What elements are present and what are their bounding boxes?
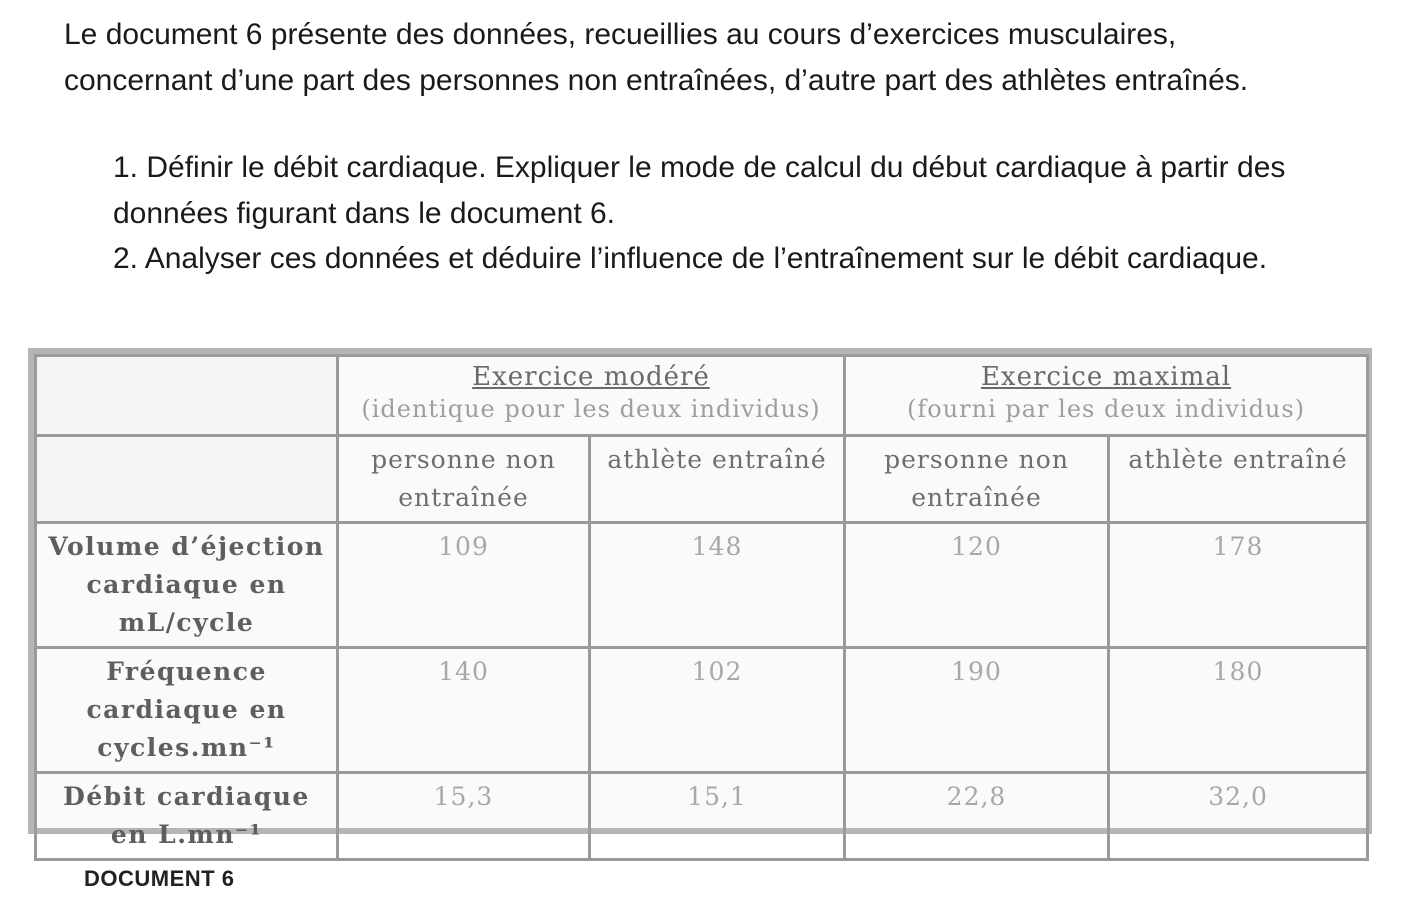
table-row	[36, 773, 1368, 860]
row-header: Volume d’éjection cardiaque en mL/cycle	[36, 523, 338, 648]
table-cell: 102	[590, 648, 845, 773]
group-subtitle: (identique pour les deux individus)	[361, 395, 821, 423]
group-header-maximal	[845, 356, 1368, 436]
table-cell: 22,8	[845, 773, 1109, 860]
row-header: Fréquence cardiaque en cycles.mn⁻¹	[36, 648, 338, 773]
question-1: 1. Définir le débit cardiaque. Expliquer le mode de calcul du début cardiaque à partir des données figurant dans le document 6.	[113, 151, 1286, 230]
table-cell: 15,3	[338, 773, 590, 860]
table-group-header-row	[36, 356, 1368, 436]
group-subtitle: (fourni par les deux individus)	[906, 395, 1306, 423]
table-row	[36, 523, 1368, 648]
corner-cell	[36, 436, 338, 523]
table-cell: 120	[845, 523, 1109, 648]
column-header: personne non entraînée	[845, 436, 1109, 523]
table-cell: 109	[338, 523, 590, 648]
table-cell: 178	[1109, 523, 1368, 648]
group-header-moderate	[338, 356, 845, 436]
row-header: Débit cardiaque en L.mn⁻¹	[36, 773, 338, 860]
corner-cell	[36, 356, 338, 436]
table-row	[36, 648, 1368, 773]
group-title: Exercice maximal	[980, 362, 1232, 392]
table-cell: 15,1	[590, 773, 845, 860]
document-caption: DOCUMENT 6	[84, 866, 235, 891]
data-table-frame	[28, 348, 1372, 849]
table-cell: 190	[845, 648, 1109, 773]
table-cell: 148	[590, 523, 845, 648]
table-cell: 180	[1109, 648, 1368, 773]
data-table	[34, 354, 1369, 861]
table-cell: 140	[338, 648, 590, 773]
column-header: athlète entraîné	[1109, 436, 1368, 523]
column-header: personne non entraînée	[338, 436, 590, 523]
table-subheader-row	[36, 436, 1368, 523]
column-header: athlète entraîné	[590, 436, 845, 523]
question-2: 2. Analyser ces données et déduire l’influence de l’entraînement sur le débit cardiaque.	[113, 242, 1268, 275]
intro-paragraph: Le document 6 présente des données, recueillies au cours d’exercices musculaires, concernant d’une part des personnes non entraînées, d’autre part des athlètes entraînés.	[64, 18, 1249, 97]
group-title: Exercice modéré	[472, 362, 710, 392]
table-cell: 32,0	[1109, 773, 1368, 860]
